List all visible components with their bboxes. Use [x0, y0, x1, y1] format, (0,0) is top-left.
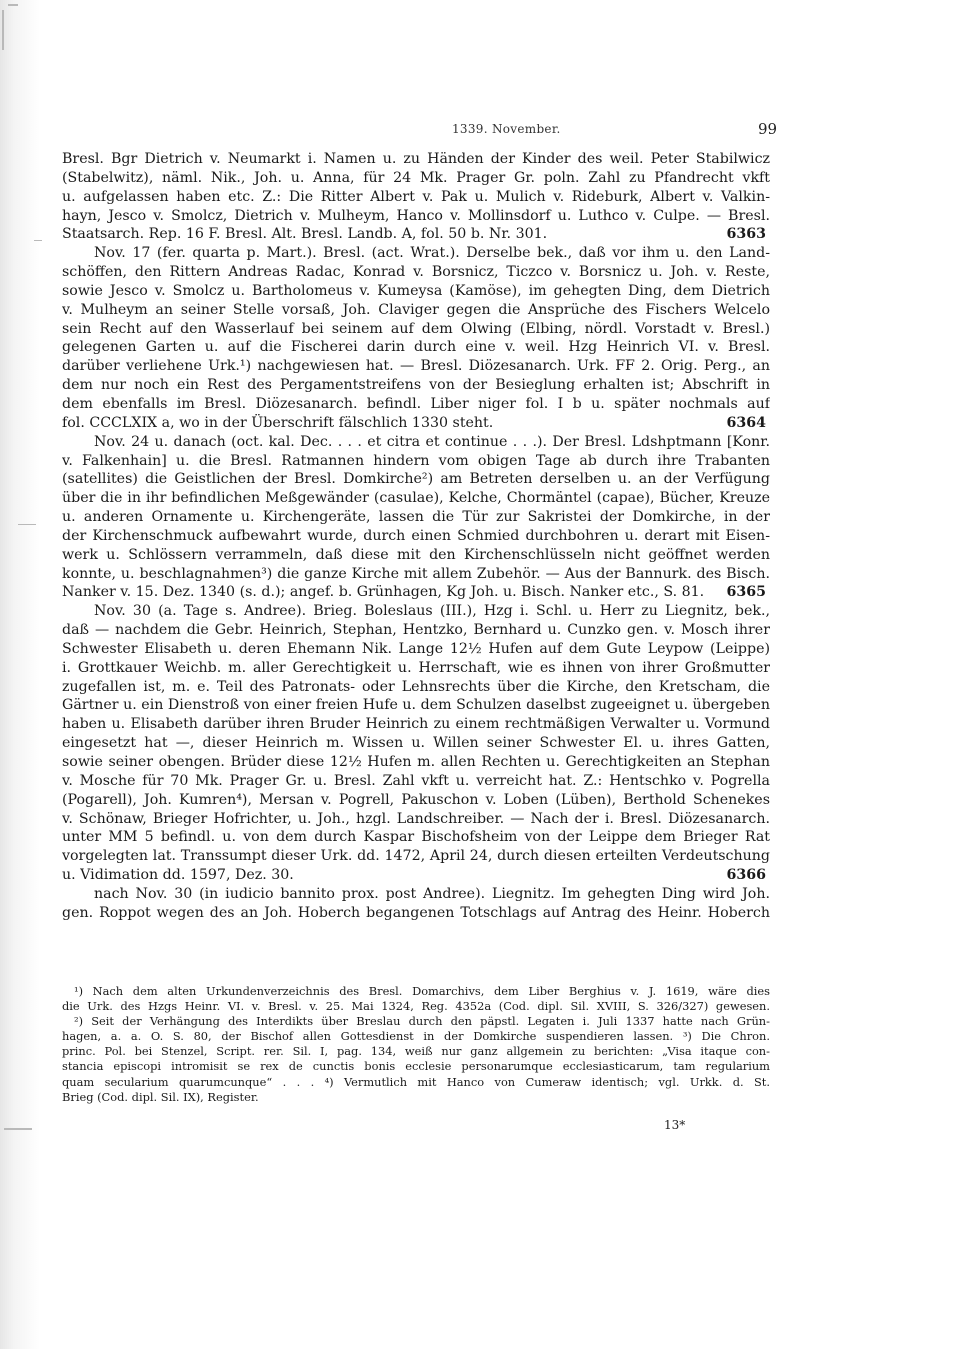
footnote-line: ²) Seit der Verhängung des Interdikts über Breslau durch den päpstl. Legaten i. Juli 1337 hatte nach Grün-	[74, 1014, 770, 1029]
line-text: (Pogarell), Joh. Kumren⁴), Mersan v. Pogrell, Pakuschon v. Loben (Lüben), Berthold Schenekes	[62, 791, 770, 808]
text-line	[62, 546, 770, 565]
line-text: nach Nov. 30 (in iudicio bannito prox. post Andree). Liegnitz. Im gehegten Ding wird Joh.	[94, 885, 770, 902]
line-text: konnte, u. beschlagnahmen³) die ganze Kirche mit allem Zubehör. — Aus der Bannurk. des Bisch.	[62, 565, 770, 582]
scan-mark	[8, 4, 18, 6]
text-line	[62, 282, 770, 301]
text-line	[62, 433, 770, 452]
text-line	[62, 734, 770, 753]
line-text: darüber verliehene Urk.¹) nachgewiesen hat. — Bresl. Diözesanarch. Urk. FF 2. Orig. Perg., an	[62, 358, 770, 375]
line-text: v. Schönaw, Brieger Hofrichter, u. Joh., hzgl. Landschreiber. — Nach der i. Bresl. Diözesanarch.	[62, 810, 770, 827]
signature-mark: 13*	[664, 1118, 686, 1132]
footnote-line: quam secularium quarumcunque“ . . . ⁴) Vermutlich mit Hanco von Cumeraw identisch; vgl. Urkk. d. St.	[62, 1074, 770, 1089]
text-line	[62, 301, 770, 320]
text-line	[62, 885, 770, 904]
line-text: Nov. 17 (fer. quarta p. Mart.). Bresl. (act. Wrat.). Derselbe bek., daß vor ihm u. den Land-	[94, 245, 770, 262]
text-line	[62, 678, 770, 697]
line-text: gelegenen Garten u. auf die Fischerei darin durch eine v. weil. Hzg Heinrich VI. v. Bresl.	[62, 339, 770, 356]
text-line	[62, 376, 770, 395]
running-head: 1339. November.	[452, 122, 561, 136]
text-line	[62, 395, 770, 414]
line-text: sein Recht auf den Wasserlauf bei seinem auf dem Olwing (Elbing, nördl. Vorstadt v. Bresl.)	[62, 320, 770, 337]
line-text: sowie Jesco v. Smolcz u. Bartholomeus v. Kumeysa (Kamöse), im gehegten Ding, dem Dietrich	[62, 282, 770, 299]
line-text: Nov. 30 (a. Tage s. Andree). Brieg. Boleslaus (III.), Hzg i. Schl. u. Herr zu Liegnitz, bek.,	[94, 603, 770, 620]
line-text: hayn, Jesco v. Smolcz, Dietrich v. Mulheym, Hanco v. Mollinsdorf u. Luthco v. Culpe. — Bresl.	[62, 207, 770, 224]
line-text: daß — nachdem die Gebr. Heinrich, Stephan, Hentzko, Bernhard u. Cunzko gen. v. Mosch ihrer	[62, 622, 770, 639]
line-text: (satellites) die Geistlichen der Bresl. Domkirche²) am Betreten derselben u. an der Verfügung	[62, 471, 770, 488]
scan-mark	[34, 240, 42, 241]
line-text: sowie seiner obengen. Brüder diese 12½ Hufen m. allen Rechten u. Gerechtigkeiten an Stephan	[62, 754, 770, 770]
line-text: Nov. 24 u. danach (oct. kal. Dec. . . . et citra et continue . . .). Der Bresl. Ldshptmann [Konr.	[94, 433, 770, 450]
line-text: eingesetzt hat —, dieser Heinrich m. Wissen u. Willen seiner Schwester El. u. ihres Gatten,	[62, 735, 770, 752]
text-line	[62, 602, 770, 621]
text-line	[62, 640, 770, 659]
text-line	[62, 169, 770, 188]
text-line	[62, 810, 770, 829]
text-line	[62, 753, 770, 772]
line-text: u. anderen Ornamente u. Kirchengeräte, lassen die Tür zur Sakristei der Domkirche, in der	[62, 509, 770, 526]
text-line	[62, 150, 770, 169]
scan-mark	[18, 524, 36, 525]
line-text: unter MM 5 befindl. u. von dem durch Kaspar Bischofsheim von der Leippe dem Brieger Rat	[62, 829, 770, 846]
page-number: 99	[758, 120, 778, 138]
line-text: (Stabelwitz), näml. Nik., Joh. u. Anna, für 24 Mk. Prager Gr. poln. Zahl zu Pfandrecht vkft	[62, 169, 770, 186]
line-text: zugefallen ist, m. e. Teil des Patronats- oder Lehnsrechts über die Kirche, den Kretscham, die	[62, 678, 770, 695]
text-line	[62, 207, 770, 226]
text-line	[62, 866, 770, 885]
line-text: Nanker v. 15. Dez. 1340 (s. d.); angef. b. Grünhagen, Kg Joh. u. Bisch. Nanker etc., S. 81.	[62, 584, 705, 601]
line-text: fol. CCCLXIX a, wo in der Überschrift fälschlich 1330 steht.	[62, 414, 494, 431]
text-line	[62, 470, 770, 489]
footnote-line: stancia episcopi intromisit se rex de cunctis bonis ecclesie personarumque ecclesiasticarum, tam regularium	[62, 1059, 770, 1074]
line-text: schöffen, den Rittern Andreas Radac, Konrad v. Borsnicz, Ticzco v. Borsnicz u. Joh. v. Reste,	[62, 264, 770, 281]
record-number: 6366	[726, 867, 766, 884]
text-line	[62, 338, 770, 357]
line-text: i. Grottkauer Weichb. m. aller Gerechtigkeit u. Herrschaft, wie es ihnen von ihrer Großmutter	[62, 659, 770, 676]
line-text: Staatsarch. Rep. 16 F. Bresl. Alt. Bresl. Landb. A, fol. 50 b. Nr. 301.	[62, 226, 548, 243]
text-line	[62, 320, 770, 339]
text-line	[62, 715, 770, 734]
text-line	[62, 791, 770, 810]
line-text: Gärtner u. ein Dienstroß von einer freien Hufe u. dem Schulzen daselbst zugeeignet u. übergeben	[62, 697, 770, 714]
text-line	[62, 904, 770, 923]
text-line	[62, 696, 770, 715]
text-line	[62, 659, 770, 678]
main-text	[62, 150, 770, 923]
line-text: u. Vidimation dd. 1597, Dez. 30.	[62, 867, 294, 884]
line-text: v. Falkenhain] u. die Bresl. Ratmannen hindern vom obigen Tage ab durch ihre Trabanten	[62, 452, 770, 469]
text-line	[62, 565, 770, 584]
page-header	[0, 122, 960, 142]
text-line	[62, 772, 770, 791]
line-text: v. Mosche für 70 Mk. Prager Gr. u. Bresl. Zahl vkft u. verreicht hat. Z.: Hentschko v. Pogrella	[62, 772, 770, 789]
text-line	[62, 263, 770, 282]
text-line	[62, 583, 770, 602]
line-text: gen. Roppot wegen des an Joh. Hoberch begangenen Totschlags auf Antrag des Heinr. Hoberch	[62, 904, 770, 921]
line-text: haben u. Elisabeth darüber ihren Bruder Heinrich zu einem rechtmäßigen Verwalter u. Vormund	[62, 716, 770, 733]
line-text: werk u. Schlössern verrammeln, daß diese mit den Kirchenschlüsseln nicht geöffnet werden	[62, 546, 770, 563]
text-line	[62, 357, 770, 376]
text-line	[62, 508, 770, 527]
record-number: 6363	[726, 226, 766, 243]
text-line	[62, 414, 770, 433]
scan-mark	[4, 1128, 32, 1130]
scan-edge-shadow	[0, 0, 40, 1349]
text-line	[62, 489, 770, 508]
text-line	[62, 527, 770, 546]
footnotes	[62, 984, 770, 1105]
text-line	[62, 188, 770, 207]
footnote-line: princ. Pol. bei Stenzel, Script. rer. Sil. I, pag. 134, weiß nur ganz allgemein zu berichten: „Visa itaque con-	[62, 1044, 770, 1059]
footnote-line: die Urk. des Hzgs Heinr. VI. v. Bresl. v. 25. Mai 1324, Reg. 4352a (Cod. dipl. Sil. XVIII, S. 326/327) gewesen.	[62, 999, 770, 1014]
text-line	[62, 244, 770, 263]
line-text: dem ebenfalls im Bresl. Diözesanarch. befindl. Liber niger fol. I b u. später nochmals auf	[62, 395, 770, 412]
line-text: Schwester Elisabeth u. deren Ehemann Nik. Lange 12½ Hufen auf dem Gute Leypow (Leippe)	[62, 640, 770, 657]
line-text: vorgelegten lat. Transsumpt dieser Urk. dd. 1472, April 24, durch diesen erteilten Verdeutschung	[62, 848, 770, 865]
text-line	[62, 621, 770, 640]
scan-mark	[2, 10, 4, 50]
record-number: 6364	[726, 414, 766, 431]
record-number: 6365	[726, 584, 766, 601]
text-line	[62, 452, 770, 471]
text-line	[62, 225, 770, 244]
line-text: Bresl. Bgr Dietrich v. Neumarkt i. Namen u. zu Händen der Kinder des weil. Peter Stabilwicz	[62, 151, 770, 167]
line-text: dem nur noch ein Rest des Pergamentstreifens von der Besieglung erhalten ist; Abschrift in	[62, 377, 770, 394]
line-text: v. Mulheym an seiner Stelle vorsaß, Joh. Claviger gegen die Ansprüche des Fischers Welcelo	[62, 301, 770, 318]
text-line	[62, 847, 770, 866]
line-text: über die in ihr befindlichen Meßgewänder (casulae), Kelche, Chormäntel (capae), Bücher, Kreuze	[62, 490, 770, 507]
footnote-line: ¹) Nach dem alten Urkundenverzeichnis des Bresl. Domarchivs, dem Liber Berghius v. J. 1619, wäre dies	[74, 984, 770, 998]
line-text: der Kirchenschmuck aufbewahrt wurde, durch einen Schmied durchbohren u. derart mit Eisen-	[62, 527, 770, 544]
text-line	[62, 828, 770, 847]
line-text: u. aufgelassen haben etc. Z.: Die Ritter Albert v. Pak u. Mulich v. Rideburk, Albert v. Valkin-	[62, 188, 770, 205]
footnote-line: Brieg (Cod. dipl. Sil. IX), Register.	[62, 1089, 259, 1104]
footnote-line: hagen, a. a. O. S. 80, der Bischof allen Gottesdienst in der Domkirche suspendieren lassen. ³) Die Chron.	[62, 1029, 770, 1044]
